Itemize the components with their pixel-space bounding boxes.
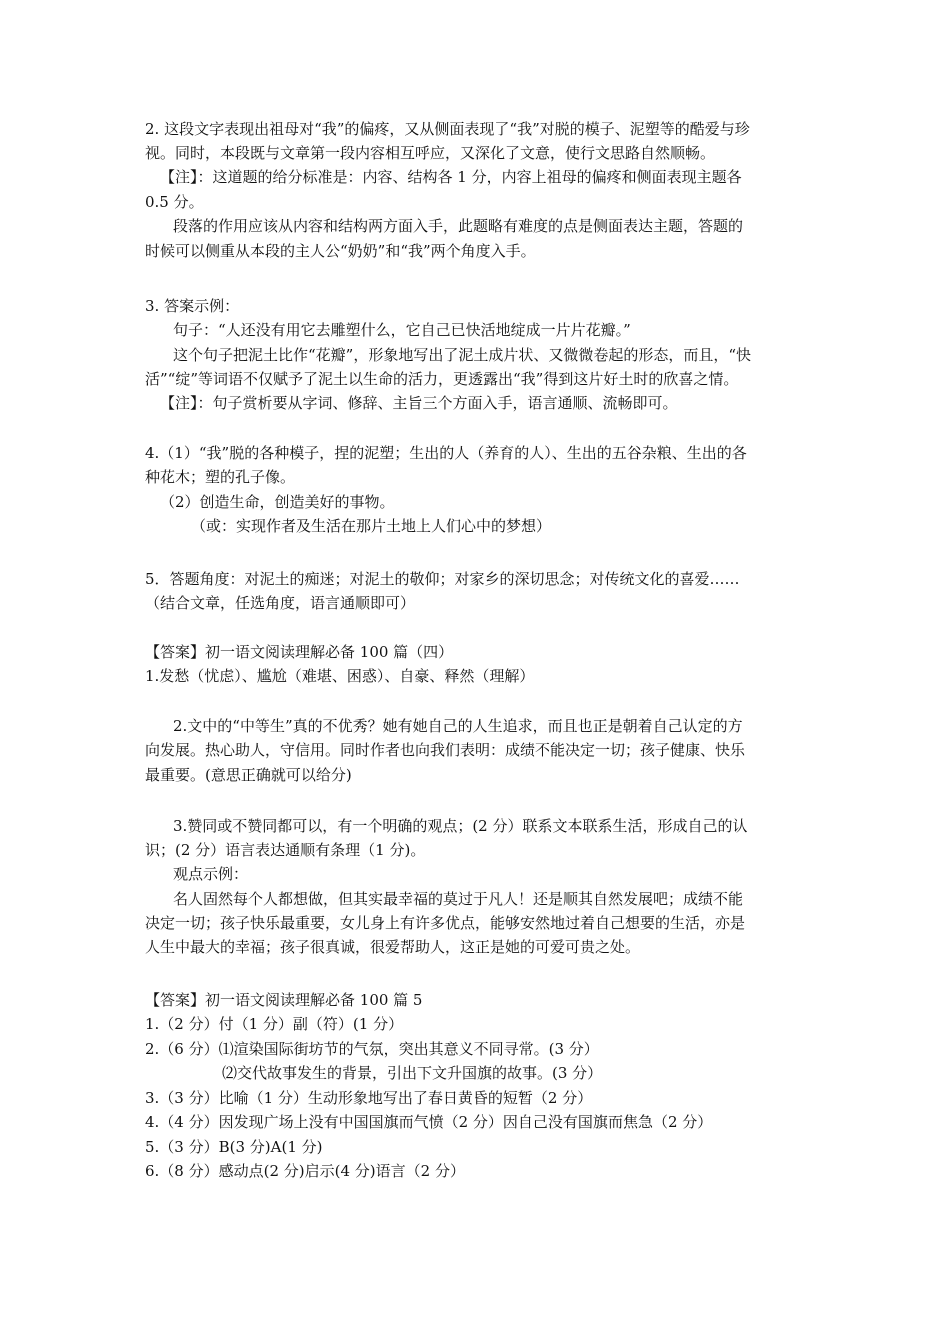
section-4-example-line-2: 决定一切；孩子快乐最重要，女儿身上有许多优点，能够安然地过着自己想要的生活，亦是: [145, 914, 746, 932]
section-heading-5: 【答案】初一语文阅读理解必备 100 篇 5: [145, 991, 423, 1009]
answer-3-sentence: 句子：“人还没有用它去雕塑什么，它自己已快活地绽成一片片花瓣。”: [173, 321, 631, 339]
section-5-answer-1: 1.（2 分）付（1 分）副（符）(1 分）: [145, 1015, 404, 1033]
section-5-answer-6: 6.（8 分）感动点(2 分)启示(4 分)语言（2 分）: [145, 1162, 465, 1180]
answer-2-note-line-1: 【注】：这道题的给分标准是：内容、结构各 1 分，内容上祖母的偏疼和侧面表现主题各: [160, 168, 742, 186]
section-4-example-line-1: 名人固然每个人都想做，但其实最幸福的莫过于凡人！还是顺其自然发展吧；成绩不能: [173, 890, 744, 908]
answer-2-explain-line-2: 时候可以侧重从本段的主人公“奶奶”和“我”两个角度入手。: [145, 242, 536, 260]
section-5-answer-3: 3.（3 分）比喻（1 分）生动形象地写出了春日黄昏的短暂（2 分）: [145, 1089, 593, 1107]
section-5-answer-5: 5.（3 分）B(3 分)A(1 分): [145, 1138, 323, 1156]
answer-2-explain-line-1: 段落的作用应该从内容和结构两方面入手，此题略有难度的点是侧面表达主题，答题的: [173, 217, 744, 235]
answer-4-part-1-line-2: 种花木；塑的孔子像。: [145, 468, 296, 486]
section-4-answer-2-line-3: 最重要。(意思正确就可以给分): [145, 766, 352, 784]
section-5-answer-2-part-1: 2.（6 分）⑴渲染国际街坊节的气氛，突出其意义不同寻常。(3 分）: [145, 1040, 599, 1058]
section-4-example-line-3: 人生中最大的幸福；孩子很真诚，很爱帮助人，这正是她的可爱可贵之处。: [145, 938, 641, 956]
answer-5-line-1: 5．答题角度：对泥土的痴迷；对泥土的敬仰；对家乡的深切思念；对传统文化的喜爱……: [145, 570, 740, 588]
answer-3-note: 【注】：句子赏析要从字词、修辞、主旨三个方面入手，语言通顺、流畅即可。: [160, 394, 678, 412]
answer-4-part-2-alt: （或：实现作者及生活在那片土地上人们心中的梦想）: [191, 517, 552, 535]
answer-4-part-2: （2）创造生命，创造美好的事物。: [160, 493, 395, 511]
section-5-answer-4: 4.（4 分）因发现广场上没有中国国旗而气愤（2 分）因自己没有国旗而焦急（2 分）: [145, 1113, 713, 1131]
answer-5-line-2: （结合文章，任选角度，语言通顺即可）: [145, 594, 416, 612]
section-heading-4: 【答案】初一语文阅读理解必备 100 篇（四）: [145, 643, 454, 661]
answer-4-part-1-line-1: 4.（1）“我”脱的各种模子，捏的泥塑；生出的人（养育的人）、生出的五谷杂粮、生出的各: [145, 444, 747, 462]
section-5-answer-2-part-2: ⑵交代故事发生的背景，引出下文升国旗的故事。(3 分）: [222, 1064, 603, 1082]
answer-2-note-line-2: 0.5 分。: [145, 193, 204, 211]
section-4-answer-2-line-2: 向发展。热心助人，守信用。同时作者也向我们表明：成绩不能决定一切；孩子健康、快乐: [145, 741, 746, 759]
section-4-answer-1: 1.发愁（忧虑）、尴尬（难堪、困惑）、自豪、释然（理解）: [145, 667, 535, 685]
answer-3-analysis-line-1: 这个句子把泥土比作“花瓣”，形象地写出了泥土成片状、又微微卷起的形态，而且，“快: [173, 346, 752, 364]
answer-3-heading: 3. 答案示例：: [145, 297, 240, 315]
section-4-answer-3-line-2: 识；(2 分）语言表达通顺有条理（1 分)。: [145, 841, 426, 859]
section-4-answer-2-line-1: 2.文中的“中等生”真的不优秀？她有她自己的人生追求，而且也正是朝着自己认定的方: [173, 717, 743, 735]
answer-2-line-1: 2. 这段文字表现出祖母对“我”的偏疼，又从侧面表现了“我”对脱的模子、泥塑等的酷爱与珍: [145, 120, 750, 138]
answer-2-line-2: 视。同时，本段既与文章第一段内容相互呼应，又深化了文意，使行文思路自然顺畅。: [145, 144, 716, 162]
section-4-example-label: 观点示例：: [173, 865, 249, 883]
section-4-answer-3-line-1: 3.赞同或不赞同都可以，有一个明确的观点；(2 分）联系文本联系生活，形成自己的认: [173, 817, 748, 835]
answer-3-analysis-line-2: 活”“绽”等词语不仅赋予了泥土以生命的活力，更透露出“我”得到这片好土时的欣喜之情。: [145, 370, 739, 388]
